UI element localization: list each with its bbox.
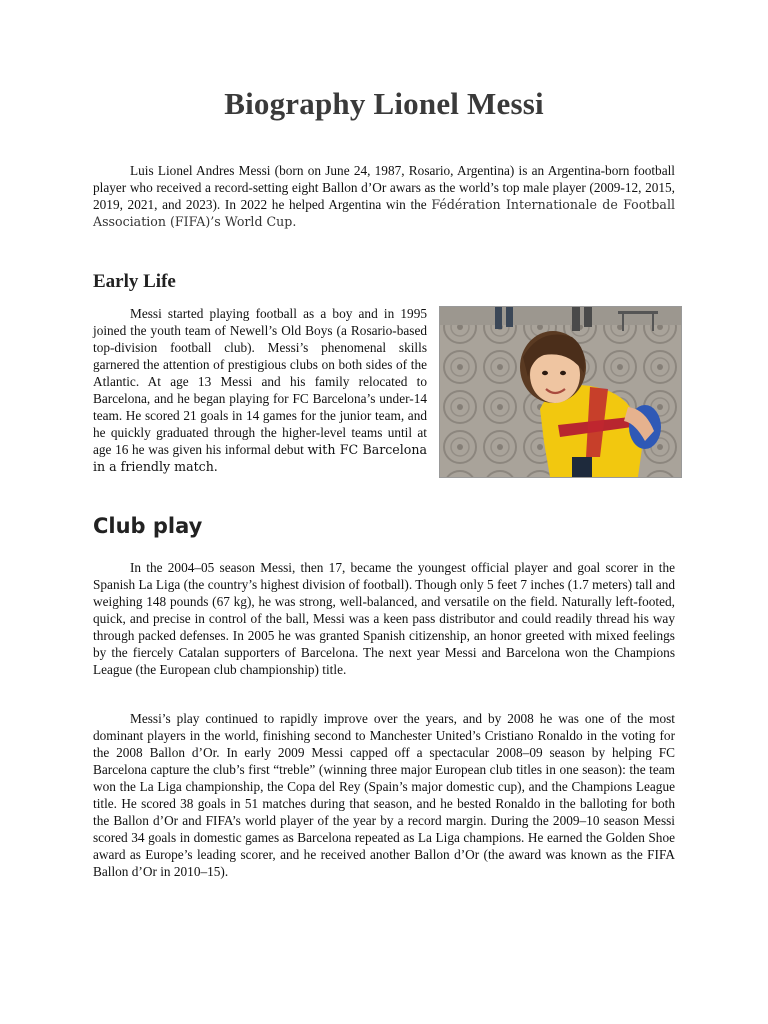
- club-play-paragraph-1: In the 2004–05 season Messi, then 17, became the youngest official player and goal scorer in the Spanish La Liga (the country’s highest division of football). Though only 5 feet 7 inches (1.7 meters) tall and weighing 148 pounds (67 kg), he was strong, well-balanced, and versatile on the field. Naturally left-footed, quick, and precise in control of the ball, Messi was a keen pass distributor and could readily thread his way through packed defenses. In 2005 he was granted Spanish citizenship, an honor greeted with mixed feelings by the fiercely Catalan supporters of Barcelona. The next year Messi and Barcelona won the Champions League (the European club championship) title.: [93, 560, 675, 677]
- early-life-paragraph: [93, 305, 427, 475]
- intro-text: Luis Lionel Andres Messi (born on June 24, 1987, Rosario, Argentina) is an Argentina-born football player who received a record-setting eight Ballon d’Or awars as the world’s top male player (2009-12, 2015, 2019, 2021, and 2023). In 2022 he helped Argentina win the: [93, 163, 675, 212]
- club-play-heading: Club play: [93, 514, 203, 538]
- early-life-text: Messi started playing football as a boy and in 1995 joined the youth team of Newell’s Old Boys (a Rosario-based top-division football club). Messi’s phenomenal skills garnered the attention of prestigious clubs on both sides of the Atlantic. At age 13 Messi and his family relocated to Barcelona, and he began playing for FC Barcelona’s under-14 team. He scored 21 goals in 14 games for the junior team, and he quickly graduated through the higher-level teams until at age 16 he was given his informal debut: [93, 306, 427, 457]
- intro-text-tail: Fédération Internationale de Football Association (FIFA)’s World Cup.: [93, 197, 675, 229]
- child-messi-photo: [439, 306, 682, 478]
- early-life-text-tail: with FC Barcelona in a friendly match.: [93, 442, 427, 474]
- early-life-heading: Early Life: [93, 271, 176, 292]
- photo-illustration: [440, 307, 681, 477]
- page-title: Biography Lionel Messi: [224, 86, 544, 121]
- club-play-paragraph-2: Messi’s play continued to rapidly improve over the years, and by 2008 he was one of the most dominant players in the world, finishing second to Manchester United’s Cristiano Ronaldo in the voting for the 2008 Ballon d’Or. In early 2009 Messi capped off a spectacular 2008–09 season by helping FC Barcelona capture the club’s first “treble” (winning three major European club titles in one season): the team won the La Liga championship, the Copa del Rey (Spain’s major domestic cup), and the Champions League title. He scored 38 goals in 51 matches during that season, and he bested Ronaldo in the balloting for both the Ballon d’Or and FIFA’s world player of the year by a record margin. During the 2009–10 season Messi scored 34 goals in domestic games as Barcelona repeated as La Liga champions. He earned the Golden Shoe award as Europe’s leading scorer, and he received another Ballon d’Or (the award was known as the FIFA Ballon d’Or in 2010–15).: [93, 711, 675, 879]
- intro-paragraph: [93, 162, 675, 230]
